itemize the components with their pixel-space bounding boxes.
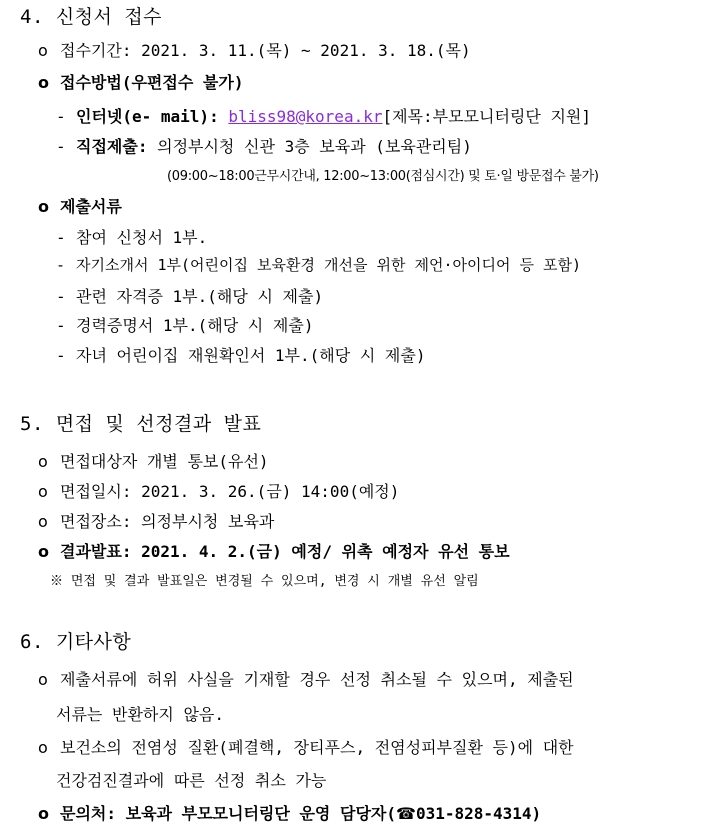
contact-info: o 문의처: 보육과 부모모니터링단 운영 담당자(☎031-828-4314) <box>38 804 542 823</box>
bullet-icon: o <box>38 482 48 501</box>
reception-method: o 접수방법(우편접수 불가) <box>38 73 244 92</box>
doc-item: - 참여 신청서 1부. <box>56 228 208 247</box>
bullet-icon: o <box>38 73 49 92</box>
interview-place: o 면접장소: 의정부시청 보육과 <box>38 512 275 531</box>
section-4-heading: 4. 신청서 접수 <box>20 6 163 28</box>
reception-period: o 접수기간: 2021. 3. 11.(목) ~ 2021. 3. 18.(목) <box>38 41 471 60</box>
bullet-icon: o <box>38 804 49 823</box>
phone-icon: ☎ <box>396 804 416 823</box>
interview-notice: o 면접대상자 개별 통보(유선) <box>38 452 269 471</box>
documents-title: o 제출서류 <box>38 197 122 216</box>
bullet-icon: o <box>38 738 48 757</box>
bullet-icon: o <box>38 542 49 561</box>
bullet-icon: o <box>38 197 49 216</box>
bullet-icon: o <box>38 41 48 60</box>
doc-item: - 경력증명서 1부.(해당 시 제출) <box>56 316 314 335</box>
email-link[interactable]: bliss98@korea.kr <box>228 107 383 126</box>
internet-submission: - 인터넷(e- mail): bliss98@korea.kr[제목:부모모니터링단 지원] <box>56 107 592 126</box>
interview-date: o 면접일시: 2021. 3. 26.(금) 14:00(예정) <box>38 482 400 501</box>
schedule-change-note: ※ 면접 및 결과 발표일은 변경될 수 있으며, 변경 시 개별 유선 알림 <box>50 574 479 589</box>
health-check-notice: o 보건소의 전염성 질환(폐결핵, 장티푸스, 전염성피부질환 등)에 대한 <box>38 738 574 757</box>
false-info-notice-cont: 서류는 반환하지 않음. <box>56 705 225 724</box>
bullet-icon: o <box>38 512 48 531</box>
section-6-heading: 6. 기타사항 <box>20 631 132 653</box>
doc-item: - 자기소개서 1부(어린이집 보육환경 개선을 위한 제언·아이디어 등 포함) <box>56 256 582 274</box>
health-check-notice-cont: 건강검진결과에 따른 선정 취소 가능 <box>56 771 327 790</box>
bullet-icon: o <box>38 670 48 689</box>
direct-submission-note: (09:00~18:00근무시간내, 12:00~13:00(점심시간) 및 토·일 방문접수 불가) <box>167 169 599 184</box>
direct-submission: - 직접제출: 의정부시청 신관 3층 보육과 (보육관리팀) <box>56 137 472 156</box>
section-5-heading: 5. 면접 및 선정결과 발표 <box>20 413 262 435</box>
bullet-icon: o <box>38 452 48 471</box>
result-announcement: o 결과발표: 2021. 4. 2.(금) 예정/ 위촉 예정자 유선 통보 <box>38 542 510 561</box>
false-info-notice: o 제출서류에 허위 사실을 기재할 경우 선정 취소될 수 있으며, 제출된 <box>38 670 574 689</box>
doc-item: - 관련 자격증 1부.(해당 시 제출) <box>56 287 324 306</box>
doc-item: - 자녀 어린이집 재원확인서 1부.(해당 시 제출) <box>56 346 426 365</box>
